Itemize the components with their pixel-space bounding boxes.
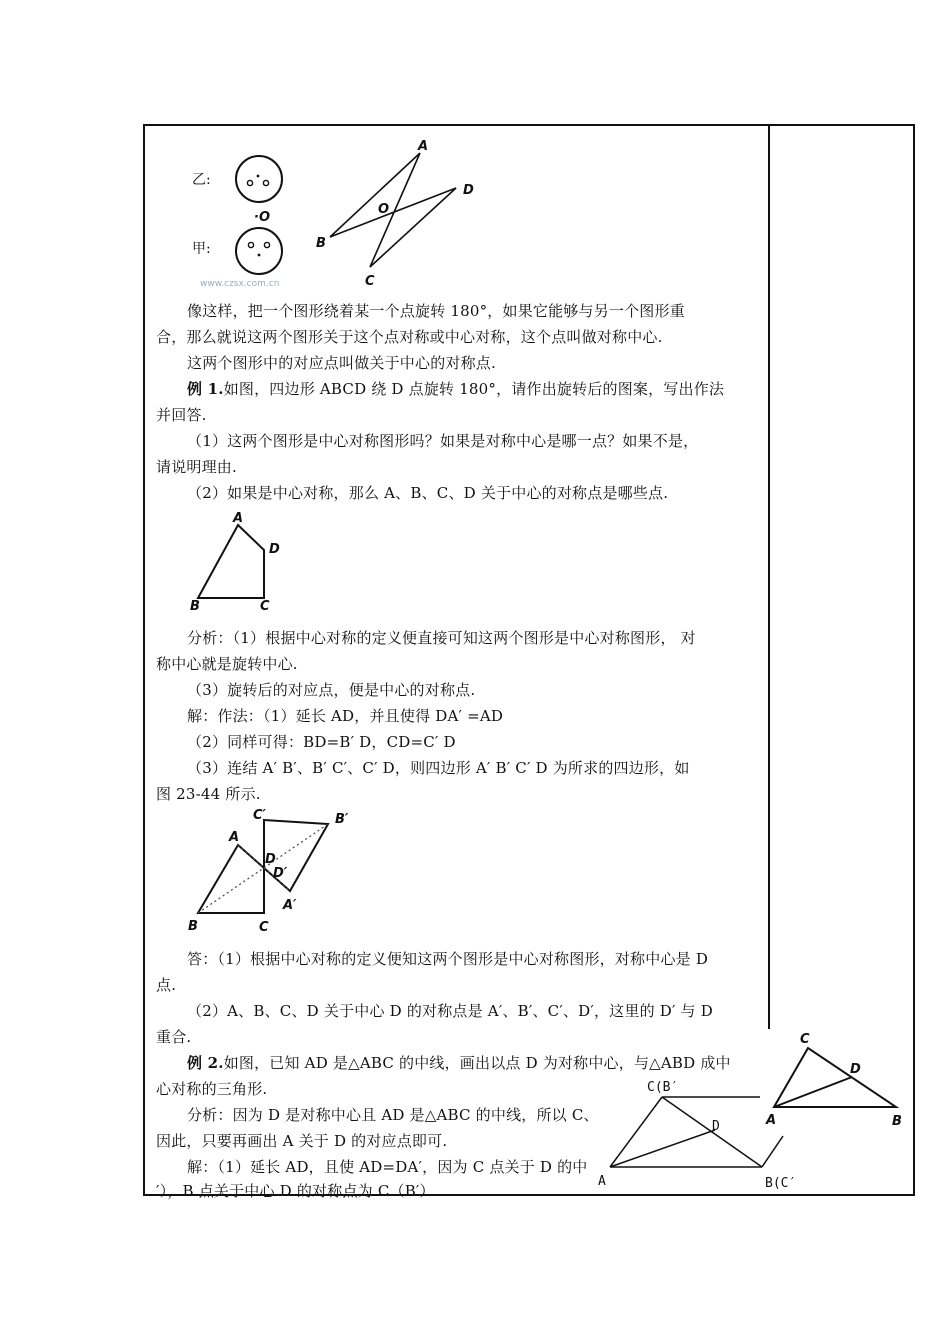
analysis-1a: 分析：（1）根据中心对称的定义便直接可知这两个图形是中心对称图形， 对 bbox=[187, 629, 696, 647]
point-a: A bbox=[766, 1113, 777, 1128]
solution-3a: （3）连结 A′ B′、B′ C′、C′ D，则四边形 A′ B′ C′ D 为所求的四边形，如 bbox=[187, 759, 690, 777]
label-yi: 乙: bbox=[192, 172, 211, 188]
figure-rotation-examples bbox=[180, 135, 480, 295]
point-c: C bbox=[365, 274, 375, 289]
para-1: 像这样，把一个图形绕着某一个点旋转 180°，如果它能够与另一个图形重 bbox=[187, 302, 685, 320]
bowtie-shape bbox=[330, 153, 456, 267]
point-c: C bbox=[800, 1032, 810, 1047]
label-jia: 甲: bbox=[192, 241, 211, 257]
point-c-prime: C′ bbox=[253, 808, 266, 823]
point-b: B bbox=[188, 919, 198, 934]
para-2: 合，那么就说这两个图形关于这个点对称或中心对称，这个点叫做对称中心. bbox=[156, 328, 663, 346]
example-2-cont: 心对称的三角形. bbox=[156, 1080, 268, 1098]
point-d: D bbox=[463, 183, 474, 198]
answer-2b: 重合. bbox=[156, 1028, 192, 1046]
figure-parallelogram bbox=[595, 1072, 805, 1197]
point-d: D bbox=[269, 542, 280, 557]
point-b: B bbox=[190, 599, 200, 614]
analysis-3: （3）旋转后的对应点，便是中心的对称点. bbox=[187, 681, 476, 699]
solution-1: 解：作法：（1）延长 AD，并且使得 DA′ =AD bbox=[187, 707, 504, 725]
figure-quadrilateral bbox=[185, 510, 295, 620]
watermark: www.czsx.com.cn bbox=[200, 279, 280, 289]
point-d-prime: D′ bbox=[273, 866, 288, 881]
point-a: A bbox=[229, 830, 240, 845]
solution-2a: 解：（1）延长 AD，且使 AD=DA′，因为 C 点关于 D 的中 bbox=[187, 1158, 588, 1176]
point-a: A bbox=[418, 139, 429, 154]
example-2-text: 如图，已知 AD 是△ABC 的中线，画出以点 D 为对称中心，与△ABD 成中 bbox=[223, 1054, 731, 1072]
point-a: A bbox=[598, 1174, 606, 1189]
point-d: D bbox=[265, 852, 276, 867]
point-o: O bbox=[378, 202, 390, 217]
point-a-prime: A′ bbox=[283, 898, 297, 913]
column-divider bbox=[768, 124, 770, 1029]
point-b-c-prime: B(C′ bbox=[765, 1176, 797, 1191]
example-1-cont: 并回答. bbox=[156, 406, 207, 424]
point-b: B bbox=[892, 1114, 902, 1129]
point-b-prime: B′ bbox=[335, 812, 349, 827]
example-1 bbox=[187, 376, 724, 402]
solution-2b: ′），B 点关于中心 D 的对称点为 C（B′） bbox=[156, 1182, 435, 1200]
para-3: 这两个图形中的对应点叫做关于中心的对称点. bbox=[187, 354, 496, 372]
question-1b: 请说明理由. bbox=[156, 458, 237, 476]
example-2-label: 例 2. bbox=[187, 1054, 224, 1072]
label-o-center: ·O bbox=[254, 210, 270, 225]
analysis-2a: 分析：因为 D 是对称中心且 AD 是△ABC 的中线，所以 C、 bbox=[187, 1106, 599, 1124]
question-1a: （1）这两个图形是中心对称图形吗？如果是对称中心是哪一点？如果不是， bbox=[187, 432, 699, 450]
circle-jia bbox=[236, 228, 282, 274]
point-d: D bbox=[712, 1119, 720, 1134]
point-c: C bbox=[259, 920, 269, 935]
question-2: （2）如果是中心对称，那么 A、B、C、D 关于中心的对称点是哪些点. bbox=[187, 484, 669, 502]
solution-3b: 图 23-44 所示. bbox=[156, 785, 261, 803]
point-b: B bbox=[316, 236, 326, 251]
example-1-text: 如图，四边形 ABCD 绕 D 点旋转 180°，请作出旋转后的图案，写出作法 bbox=[223, 380, 725, 398]
answer-2a: （2）A、B、C、D 关于中心 D 的对称点是 A′、B′、C′、D′，这里的 D′ 与 D bbox=[187, 1002, 713, 1020]
point-d: D bbox=[850, 1062, 861, 1077]
answer-1a: 答：（1）根据中心对称的定义便知这两个图形是中心对称图形，对称中心是 D bbox=[187, 950, 709, 968]
analysis-2b: 因此，只要再画出 A 关于 D 的对应点即可. bbox=[156, 1132, 448, 1150]
solution-2: （2）同样可得：BD=B′ D，CD=C′ D bbox=[187, 733, 456, 751]
point-c-b-prime: C(B′ bbox=[647, 1080, 679, 1095]
point-a: A bbox=[233, 511, 244, 526]
figure-rotated-quadrilateral bbox=[185, 805, 365, 935]
point-c: C bbox=[260, 599, 270, 614]
analysis-1b: 称中心就是旋转中心. bbox=[156, 655, 298, 673]
answer-1b: 点. bbox=[156, 976, 177, 994]
circle-yi bbox=[236, 156, 282, 202]
example-1-label: 例 1. bbox=[187, 380, 224, 398]
